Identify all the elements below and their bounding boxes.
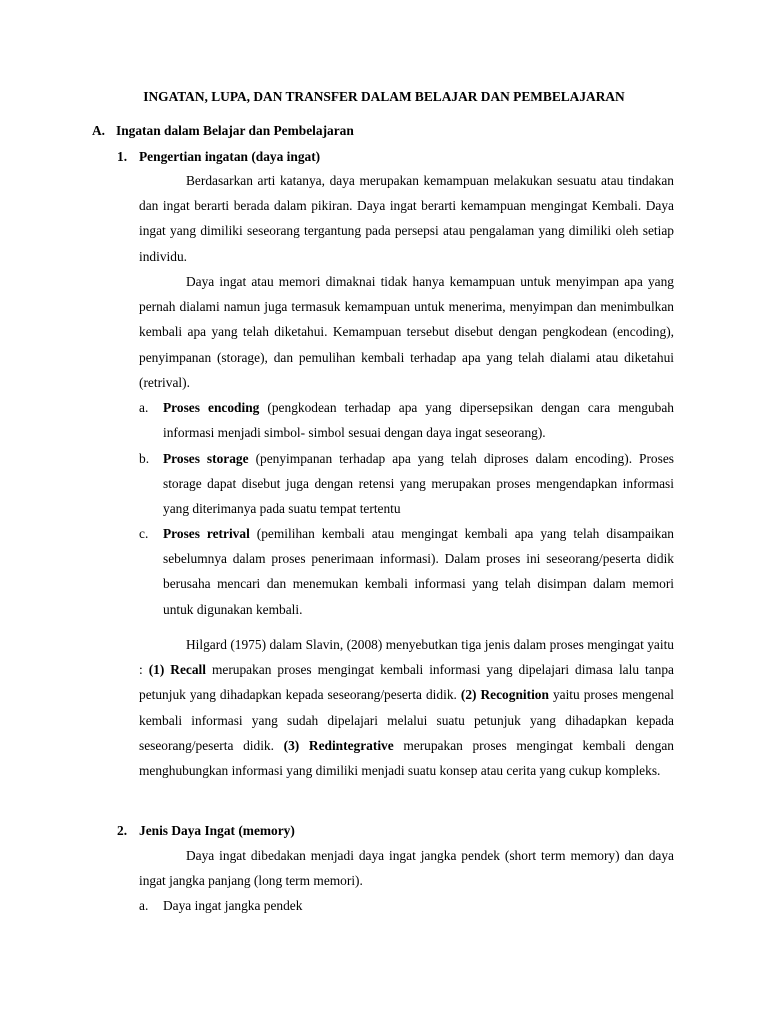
list-item-text: (pemilihan kembali atau mengingat kembali apa yang telah disampaikan sebelumnya dalam proses penerimaan informasi). Dalam proses ini seseorang/peserta didik berusaha mencari dan menemukan kembali informasi yang telah disimpan dalam memori untuk digunakan kembali. bbox=[163, 526, 674, 617]
paragraph-text: Hilgard (1975) dalam Slavin, (2008) menyebutkan tiga jenis dalam proses mengingat yaitu : bbox=[139, 637, 674, 678]
subsection-1-heading bbox=[117, 148, 321, 166]
document-title: INGATAN, LUPA, DAN TRANSFER DALAM BELAJAR DAN PEMBELAJARAN bbox=[143, 89, 625, 104]
list-item-short-term bbox=[139, 893, 674, 918]
paragraph-text: yaitu proses mengenal kembali informasi yang sudah dipelajari melalui suatu petunjuk yang dihadapkan kepada seseorang/peserta didik. bbox=[139, 687, 674, 753]
paragraph-definition: Berdasarkan arti katanya, daya merupakan kemampuan melakukan sesuatu atau tindakan dan ingat berarti berada dalam pikiran. Daya ingat berarti kemampuan mengingat Kembali. Daya ingat yang dimiliki seseorang tergantung pada persepsi atau pengalaman yang dimiliki oleh setiap individu. bbox=[139, 173, 674, 264]
list-item-storage bbox=[139, 446, 674, 522]
list-item-text: Daya ingat jangka pendek bbox=[163, 898, 303, 913]
paragraph-memory-types: Daya ingat dibedakan menjadi daya ingat jangka pendek (short term memory) dan daya ingat jangka panjang (long term memori). bbox=[139, 848, 674, 889]
list-item-retrival bbox=[139, 521, 674, 622]
subsection-2-marker: 2. bbox=[117, 823, 128, 838]
subsection-1-marker: 1. bbox=[117, 149, 128, 164]
list-item-text: (penyimpanan terhadap apa yang telah diproses dalam encoding). Proses storage dapat disebut juga dengan retensi yang merupakan proses mengendapkan informasi yang diterimanya pada suatu tempat tertentu bbox=[163, 451, 674, 517]
section-a-marker: A. bbox=[92, 123, 106, 138]
list-marker: b. bbox=[139, 451, 150, 466]
term-recall: (1) Recall bbox=[148, 662, 206, 678]
subsection-1-label: Pengertian ingatan (daya ingat) bbox=[139, 149, 321, 164]
list-item-encoding bbox=[139, 395, 674, 445]
list-item-text: (pengkodean terhadap apa yang dipersepsikan dengan cara mengubah informasi menjadi simbol- simbol sesuai dengan daya ingat seseorang). bbox=[163, 400, 674, 441]
paragraph-hilgard bbox=[139, 632, 674, 783]
section-a-heading bbox=[92, 122, 354, 140]
list-item-term: Proses storage bbox=[163, 451, 249, 466]
list-item-term: Proses encoding bbox=[163, 400, 260, 415]
term-recognition: (2) Recognition bbox=[460, 687, 549, 703]
term-redintegrative: (3) Redintegrative bbox=[283, 737, 394, 753]
section-a-label: Ingatan dalam Belajar dan Pembelajaran bbox=[116, 123, 354, 138]
list-marker: c. bbox=[139, 526, 149, 541]
list-marker: a. bbox=[139, 898, 149, 913]
list-item-term: Proses retrival bbox=[163, 526, 250, 541]
paragraph-memory-meaning: Daya ingat atau memori dimaknai tidak hanya kemampuan untuk menyimpan apa yang pernah dialami namun juga termasuk kemampuan untuk menerima, menyimpan dan menimbulkan kembali apa yang telah diketahui. Kemampuan tersebut disebut dengan pengkodean (encoding), penyimpanan (storage), dan pemulihan kembali terhadap apa yang telah dialami atau diketahui (retrival). bbox=[139, 274, 674, 390]
paragraph-text: merupakan proses mengingat kembali dengan menghubungkan informasi yang dimiliki menjadi suatu konsep atau cerita yang cukup kompleks. bbox=[139, 737, 674, 779]
list-marker: a. bbox=[139, 400, 149, 415]
subsection-2-heading bbox=[117, 822, 295, 840]
subsection-2-label: Jenis Daya Ingat (memory) bbox=[139, 823, 295, 838]
paragraph-text: merupakan proses mengingat kembali informasi yang dipelajari dimasa lalu tanpa petunjuk yang dihadapkan kepada seseorang/peserta didik. bbox=[139, 662, 674, 703]
